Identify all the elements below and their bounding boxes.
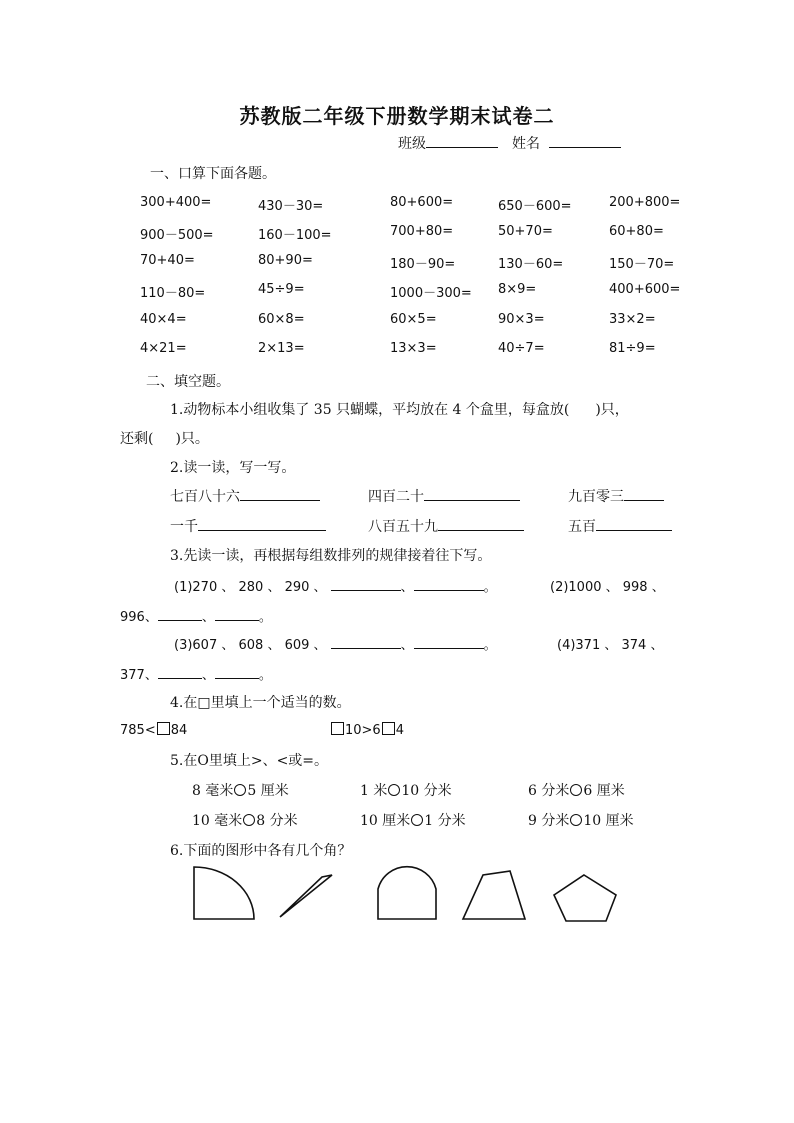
q2-item <box>368 486 520 506</box>
q5-right: 10 分米 <box>401 783 452 799</box>
q1-text-b: )只， <box>595 402 629 418</box>
calc-item: 40÷7= <box>498 341 545 356</box>
q1-line2 <box>120 428 209 448</box>
arch-shape <box>378 867 436 919</box>
q5-heading: 5.在O里填上>、<或=。 <box>170 753 329 769</box>
q4-item-a <box>120 722 187 738</box>
q4-b-mid: 10>6 <box>345 723 381 738</box>
q5-item <box>192 810 298 830</box>
q2-item <box>170 516 326 536</box>
section2-heading: 二、填空题。 <box>146 374 230 390</box>
q3-heading: 3.先读一读，再根据每组数排列的规律接着往下写。 <box>170 548 492 564</box>
q2-blank[interactable] <box>240 486 320 501</box>
q5-item <box>528 780 625 800</box>
q3-end: 。 <box>483 638 497 653</box>
name-label: 姓名 <box>512 136 540 152</box>
calc-item: 110－80= <box>140 286 206 301</box>
calc-item: 33×2= <box>609 312 656 327</box>
calc-item: 40×4= <box>140 312 187 327</box>
calc-item: 8×9= <box>498 282 537 297</box>
compare-circle[interactable] <box>570 814 582 826</box>
q4-a-left: 785< <box>120 723 156 738</box>
q1-line1 <box>170 399 629 419</box>
q3-blank[interactable] <box>215 664 259 679</box>
calc-item: 180－90= <box>390 257 456 272</box>
class-label: 班级 <box>398 136 426 152</box>
compare-circle[interactable] <box>388 784 400 796</box>
q1-text-d: )只。 <box>175 431 209 447</box>
q4-item-b <box>330 722 404 738</box>
q3-part4-cont <box>120 664 272 683</box>
q3-seq-1: (1)270 、 280 、 290 、 <box>174 580 327 595</box>
q5-item <box>360 810 466 830</box>
q4-a-right: 84 <box>170 723 188 738</box>
q3-seq-2b: 996、 <box>120 610 158 625</box>
q5-right: 1 分米 <box>424 813 466 829</box>
q2-blank[interactable] <box>424 486 520 501</box>
calc-item: 400+600= <box>609 282 681 297</box>
q3-seq-4b: 377、 <box>120 668 158 683</box>
q1-text-a: 1.动物标本小组收集了 35 只蝴蝶，平均放在 4 个盒里，每盒放( <box>170 402 570 418</box>
q2-item <box>568 486 664 506</box>
q3-part4: (4)371 、 374 、 <box>557 638 664 653</box>
pentagon-shape <box>554 875 616 921</box>
answer-box[interactable] <box>157 722 170 735</box>
calc-item: 80+600= <box>390 195 454 210</box>
q2-item-label: 五百 <box>568 519 596 535</box>
q1-text-c: 还剩( <box>120 431 154 447</box>
calc-item: 60×5= <box>390 312 437 327</box>
q2-heading: 2.读一读，写一写。 <box>170 460 296 476</box>
q2-blank[interactable] <box>596 516 672 531</box>
q5-right: 8 分米 <box>256 813 298 829</box>
q2-item-label: 八百五十九 <box>368 519 438 535</box>
q3-part3 <box>174 634 497 653</box>
q2-item-label: 九百零三 <box>568 489 624 505</box>
calc-item: 90×3= <box>498 312 545 327</box>
q5-left: 9 分米 <box>528 813 570 829</box>
calc-item: 13×3= <box>390 341 437 356</box>
q3-blank[interactable] <box>414 576 484 591</box>
calc-item: 50+70= <box>498 224 553 239</box>
q2-blank[interactable] <box>438 516 524 531</box>
calc-item: 2×13= <box>258 341 305 356</box>
q5-right: 5 厘米 <box>247 783 289 799</box>
q3-end: 。 <box>258 668 272 683</box>
q3-end: 。 <box>483 580 497 595</box>
q3-blank[interactable] <box>414 634 484 649</box>
q3-blank[interactable] <box>158 606 202 621</box>
calc-item: 70+40= <box>140 253 195 268</box>
answer-box[interactable] <box>382 722 395 735</box>
calc-item: 60×8= <box>258 312 305 327</box>
q2-item-label: 七百八十六 <box>170 489 240 505</box>
q5-item <box>360 780 452 800</box>
q4-heading: 4.在□里填上一个适当的数。 <box>170 695 351 711</box>
calc-item: 700+80= <box>390 224 454 239</box>
triangle-shape <box>280 875 332 917</box>
quadrilateral-shape <box>463 871 525 919</box>
answer-box[interactable] <box>331 722 344 735</box>
compare-circle[interactable] <box>411 814 423 826</box>
q5-item <box>528 810 634 830</box>
q5-item <box>192 780 289 800</box>
q3-sep: 、 <box>400 580 414 595</box>
compare-circle[interactable] <box>570 784 582 796</box>
calc-item: 160－100= <box>258 228 332 243</box>
calc-item: 200+800= <box>609 195 681 210</box>
q2-item <box>568 516 672 536</box>
name-field <box>512 133 621 153</box>
q3-part2-cont <box>120 606 272 625</box>
q3-seq-3: (3)607 、 608 、 609 、 <box>174 638 327 653</box>
geometry-figures <box>180 855 640 925</box>
calc-item: 81÷9= <box>609 341 656 356</box>
name-blank[interactable] <box>549 133 621 148</box>
class-field <box>398 133 498 153</box>
q3-blank[interactable] <box>215 606 259 621</box>
q2-item <box>368 516 524 536</box>
q3-blank[interactable] <box>331 576 401 591</box>
calc-item: 1000－300= <box>390 286 472 301</box>
q5-left: 6 分米 <box>528 783 570 799</box>
q5-right: 10 厘米 <box>583 813 634 829</box>
q4-b-right: 4 <box>395 723 404 738</box>
quarter-circle-shape <box>194 867 254 919</box>
q3-blank[interactable] <box>158 664 202 679</box>
compare-circle[interactable] <box>243 814 255 826</box>
calc-item: 60+80= <box>609 224 664 239</box>
compare-circle[interactable] <box>234 784 246 796</box>
section1-heading: 一、口算下面各题。 <box>150 166 276 182</box>
calc-item: 650－600= <box>498 199 572 214</box>
page-title: 苏教版二年级下册数学期末试卷二 <box>239 104 555 128</box>
calc-item: 45÷9= <box>258 282 305 297</box>
calc-item: 4×21= <box>140 341 187 356</box>
q3-part2: (2)1000 、 998 、 <box>550 580 665 595</box>
q3-sep: 、 <box>201 668 215 683</box>
class-blank[interactable] <box>426 133 498 148</box>
q6-heading: 6.下面的图形中各有几个角？ <box>170 843 352 859</box>
q3-part1 <box>174 576 497 595</box>
calc-item: 150－70= <box>609 257 675 272</box>
calc-item: 80+90= <box>258 253 313 268</box>
q5-left: 1 米 <box>360 783 388 799</box>
q2-blank[interactable] <box>624 486 664 501</box>
q3-blank[interactable] <box>331 634 401 649</box>
calc-item: 430－30= <box>258 199 324 214</box>
q3-end: 。 <box>258 610 272 625</box>
q5-left: 8 毫米 <box>192 783 234 799</box>
q5-left: 10 毫米 <box>192 813 243 829</box>
calc-item: 130－60= <box>498 257 564 272</box>
q2-item-label: 四百二十 <box>368 489 424 505</box>
calc-item: 900－500= <box>140 228 214 243</box>
q3-sep: 、 <box>201 610 215 625</box>
q3-sep: 、 <box>400 638 414 653</box>
q2-item-label: 一千 <box>170 519 198 535</box>
q5-left: 10 厘米 <box>360 813 411 829</box>
calc-item: 300+400= <box>140 195 212 210</box>
q2-blank[interactable] <box>198 516 326 531</box>
q5-right: 6 厘米 <box>583 783 625 799</box>
q2-item <box>170 486 320 506</box>
